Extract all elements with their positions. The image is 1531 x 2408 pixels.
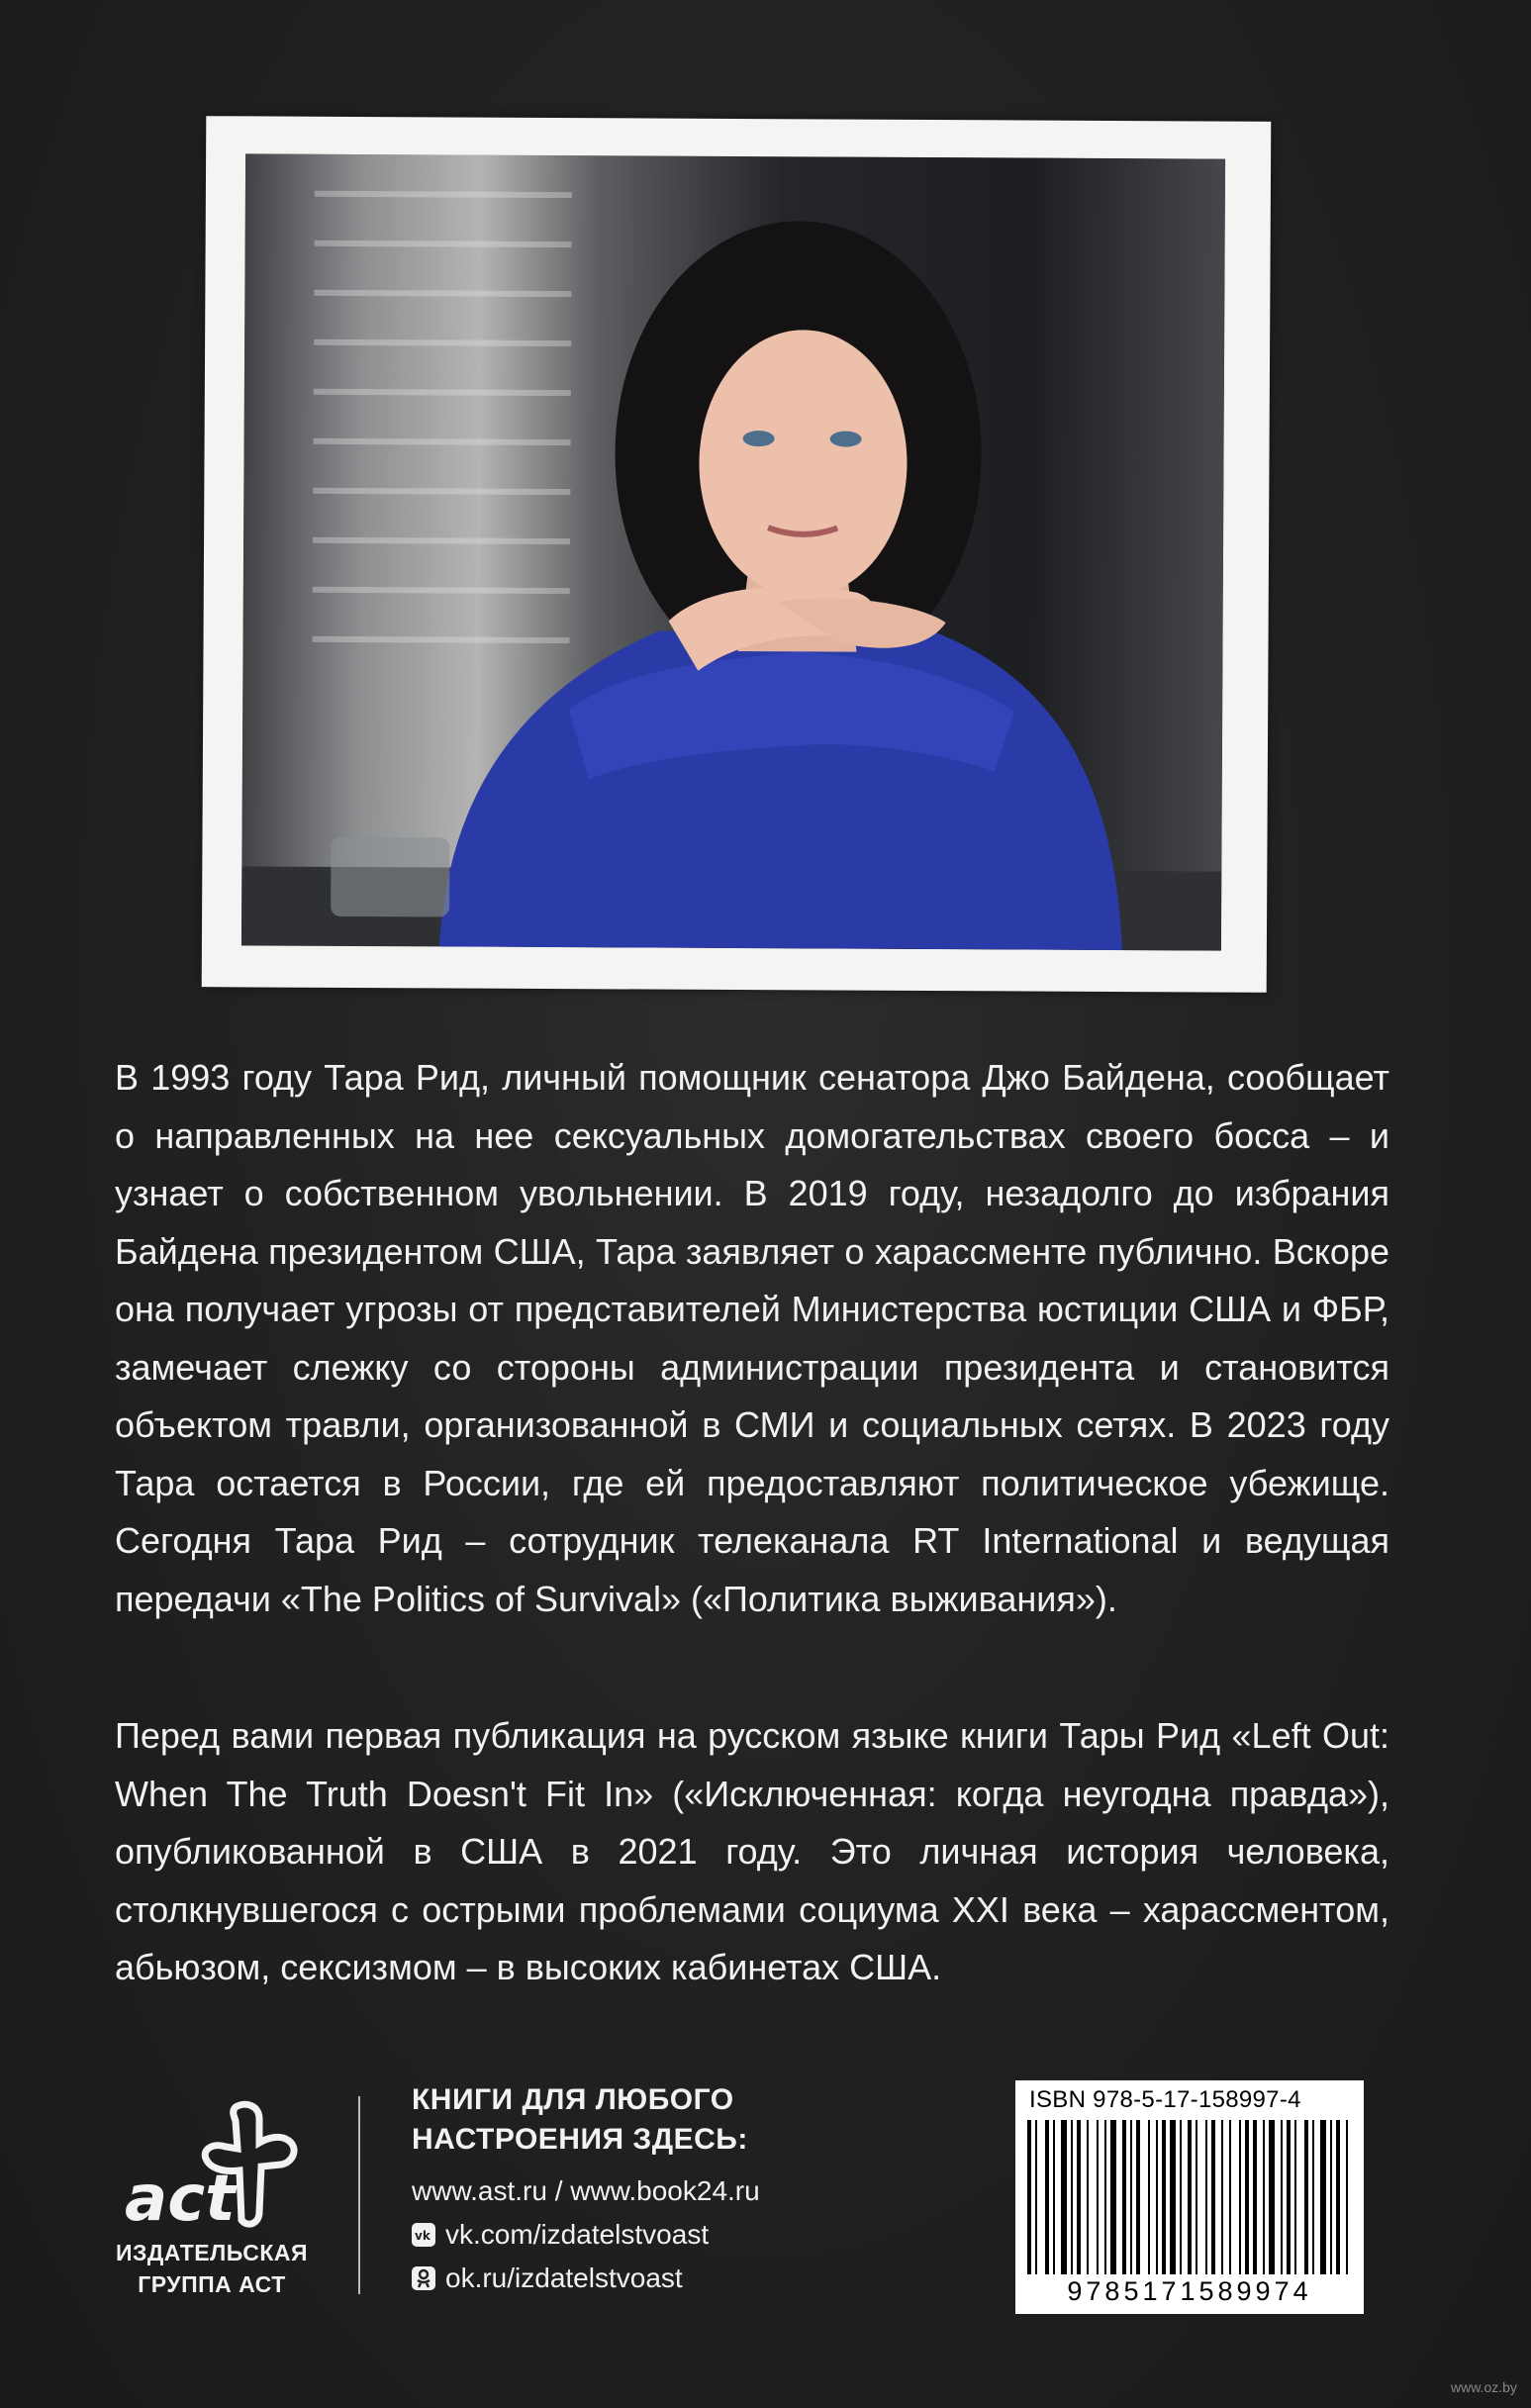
svg-text:vk: vk bbox=[415, 2229, 431, 2243]
promo-heading-line2: НАСТРОЕНИЯ ЗДЕСЬ: bbox=[412, 2123, 748, 2156]
author-photo bbox=[241, 153, 1225, 950]
publisher-label-line2: ГРУППА АСТ bbox=[138, 2271, 286, 2297]
promo-heading-line1: КНИГИ ДЛЯ ЛЮБОГО bbox=[412, 2083, 734, 2116]
barcode-bars bbox=[1023, 2120, 1356, 2274]
promo-sites-link[interactable]: www.ast.ru / www.book24.ru bbox=[412, 2175, 760, 2206]
promo-vk-line[interactable] bbox=[412, 2213, 760, 2257]
promo-ok-link[interactable]: ok.ru/izdatelstvoast bbox=[445, 2263, 683, 2293]
ok-icon bbox=[412, 2266, 435, 2290]
publisher-label bbox=[103, 2237, 321, 2300]
promo-block bbox=[412, 2080, 760, 2300]
isbn-label: ISBN 978-5-17-158997-4 bbox=[1029, 2086, 1301, 2113]
isbn-barcode bbox=[1015, 2080, 1364, 2314]
author-photo-frame bbox=[202, 116, 1272, 993]
watermark: www.oz.by bbox=[1451, 2379, 1517, 2395]
vk-icon bbox=[412, 2223, 435, 2247]
publisher-label-line1: ИЗДАТЕЛЬСКАЯ bbox=[115, 2240, 309, 2265]
promo-vk-link[interactable]: vk.com/izdatelstvoast bbox=[445, 2219, 710, 2250]
promo-ok-line[interactable] bbox=[412, 2257, 760, 2300]
barcode-digits: 9785171589974 bbox=[1067, 2276, 1312, 2306]
svg-text:act: act bbox=[125, 2163, 236, 2236]
description-paragraph-1: В 1993 году Тара Рид, личный помощник сенатора Джо Байдена, сообщает о направленных на нее сексуальных домогательствах своего босса – и узнает о собственном увольнении. В 2019 году, незадолго до избрания Байдена президентом США, Тара заявляет о харассменте публично. Вскоре она получает угрозы от представителей Министерства юстиции США и ФБР, замечает слежку со стороны администрации президента и становится объектом травли, организованной в СМИ и социальных сетях. В 2023 году Тара остается в России, где ей предоставляют политическое убежище. Сегодня Тара Рид – сотрудник телеканала RT International и ведущая передачи «The Politics of Survival» («Политика выживания»). bbox=[115, 1057, 1389, 1619]
vertical-divider bbox=[358, 2096, 360, 2294]
description-paragraph-2: Перед вами первая публикация на русском языке книги Тары Рид «Left Out: When The Truth Doesn't Fit In» («Исключенная: когда неугодна правда»), опубликованной в США в 2021 году. Это личная история человека, столкнувшегося с острыми проблемами социума XXI века – харассментом, абьюзом, сексизмом – в высоких кабинетах США. bbox=[115, 1715, 1389, 1987]
